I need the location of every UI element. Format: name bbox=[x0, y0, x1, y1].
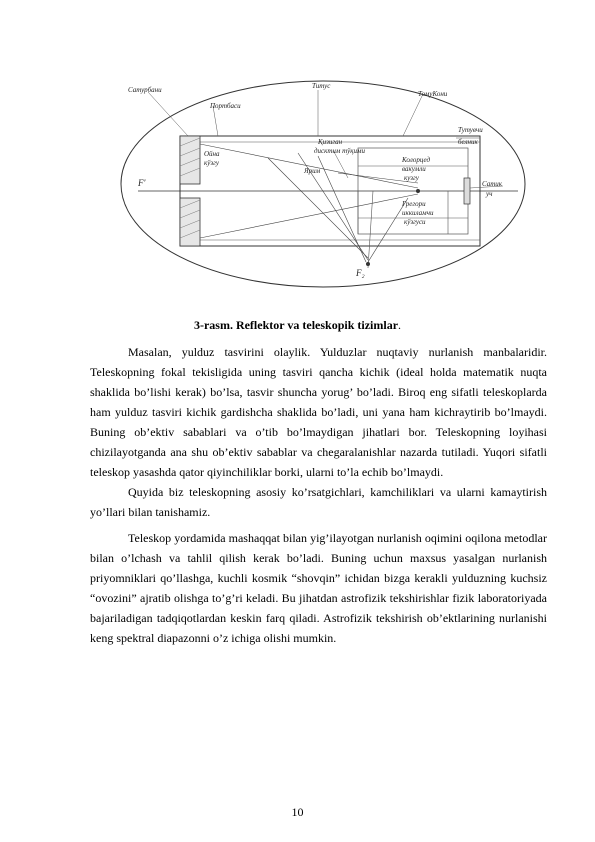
light-rays bbox=[200, 144, 418, 262]
secondary-mirror bbox=[464, 178, 470, 204]
label-mid: Ярим bbox=[304, 167, 321, 175]
caption-title: 3-rasm. Reflektor va teleskopik tizimlar bbox=[193, 318, 399, 332]
paragraph-2: Quyida biz teleskopning asosiy ko’rsatgichlari, kamchiliklari va ularni kamaytirish yo’llari bilan tanishamiz. bbox=[90, 485, 547, 519]
label-top-center: Титус bbox=[312, 82, 331, 90]
label-center: Қизиган bbox=[318, 138, 343, 146]
label-right-lower-3: кўзгуси bbox=[404, 218, 426, 226]
label-center-2: дисктим тўқими bbox=[314, 147, 366, 155]
paragraph-3: Teleskop yordamida mashaqqat bilan yig’ilayotgan nurlanish oqimini oqilona metodlar bilan o’lchash va tahlil qilish kerak bo’ladi. Buning uchun maxsus yasalgan nurlanish priyomniklari qo’llashga, kuchli kosmik “shovqin” ichidan bizga kerakli yulduzning kuchsiz “ovozini” ajratib olishga to’g’ri keladi. Bu jihatdan astrofizik tekshirishlar fizik laboratoriyada bajariladigan tadqiqotlardan keskin farq qiladi. Astrofizik tekshirish ob’ektlarining nurlanishi keng spektral diapazonni o’z ichiga olishi mumkin. bbox=[90, 531, 547, 645]
page-number: 10 bbox=[291, 805, 304, 819]
paragraph-1: Masalan, yulduz tasvirini olaylik. Yulduzlar nuqtaviy nurlanish manbalaridir. Teleskopning fokal tekisligida uning tasviri qancha kichik (ideal holda matematik nuqta shaklida bo’lishi kerak) bo’lsa, tasvir shuncha yorug’ bo’ladi. Biroq eng sifatli teleskoplarda ham yulduz tasviri kichik gardishcha shaklida bo’ladi, uni yana ham kichraytirib bo’lmaydi. Buning ob’ektiv sabablari va o’tib bo’lmaydigan jihatlari bor. Teleskopning loyihasi chizilayotganda ana shu ob’ektiv sabablar va chegaralanishlar nazarda tutiladi. Yuqori sifatli teleskop yasashda qator qiyinchiliklar borki, ularni to’la echib bo’lmaydi. bbox=[90, 345, 547, 479]
primary-mirror-top bbox=[180, 136, 200, 184]
label-upper-right-2: белник bbox=[458, 138, 478, 146]
label-top-right: ТомуКони bbox=[418, 90, 448, 98]
caption-dot: . bbox=[398, 318, 402, 332]
label-upper-right: Тутувчи bbox=[458, 126, 483, 134]
telescope-diagram bbox=[118, 78, 528, 300]
label-right-lower-2: иккиламчи bbox=[402, 209, 434, 217]
label-right-edge: Сатик bbox=[482, 180, 503, 188]
label-left-inner-2: кўзгу bbox=[204, 159, 219, 167]
body-text bbox=[90, 342, 547, 648]
label-right-lower: Грегори bbox=[402, 200, 426, 208]
label-bottom-focus: F₂ bbox=[356, 268, 365, 278]
primary-mirror-bottom bbox=[180, 198, 200, 246]
label-left-inner: Ойна bbox=[204, 150, 220, 158]
label-top-left: Сатурбани bbox=[128, 86, 162, 94]
focus-point-lower bbox=[366, 262, 370, 266]
label-right-center-2: вакумли bbox=[402, 165, 426, 173]
figure-caption bbox=[0, 318, 595, 333]
label-right-center: Колорцед bbox=[402, 156, 430, 164]
telescope-diagram-svg bbox=[118, 78, 528, 300]
label-right-center-3: кузгу bbox=[404, 174, 419, 182]
label-right-edge-2: уч bbox=[486, 190, 493, 198]
focus-point-main bbox=[416, 189, 420, 193]
label-left-focus: F' bbox=[138, 178, 146, 188]
label-top-left-2: Портбаси bbox=[210, 102, 241, 110]
